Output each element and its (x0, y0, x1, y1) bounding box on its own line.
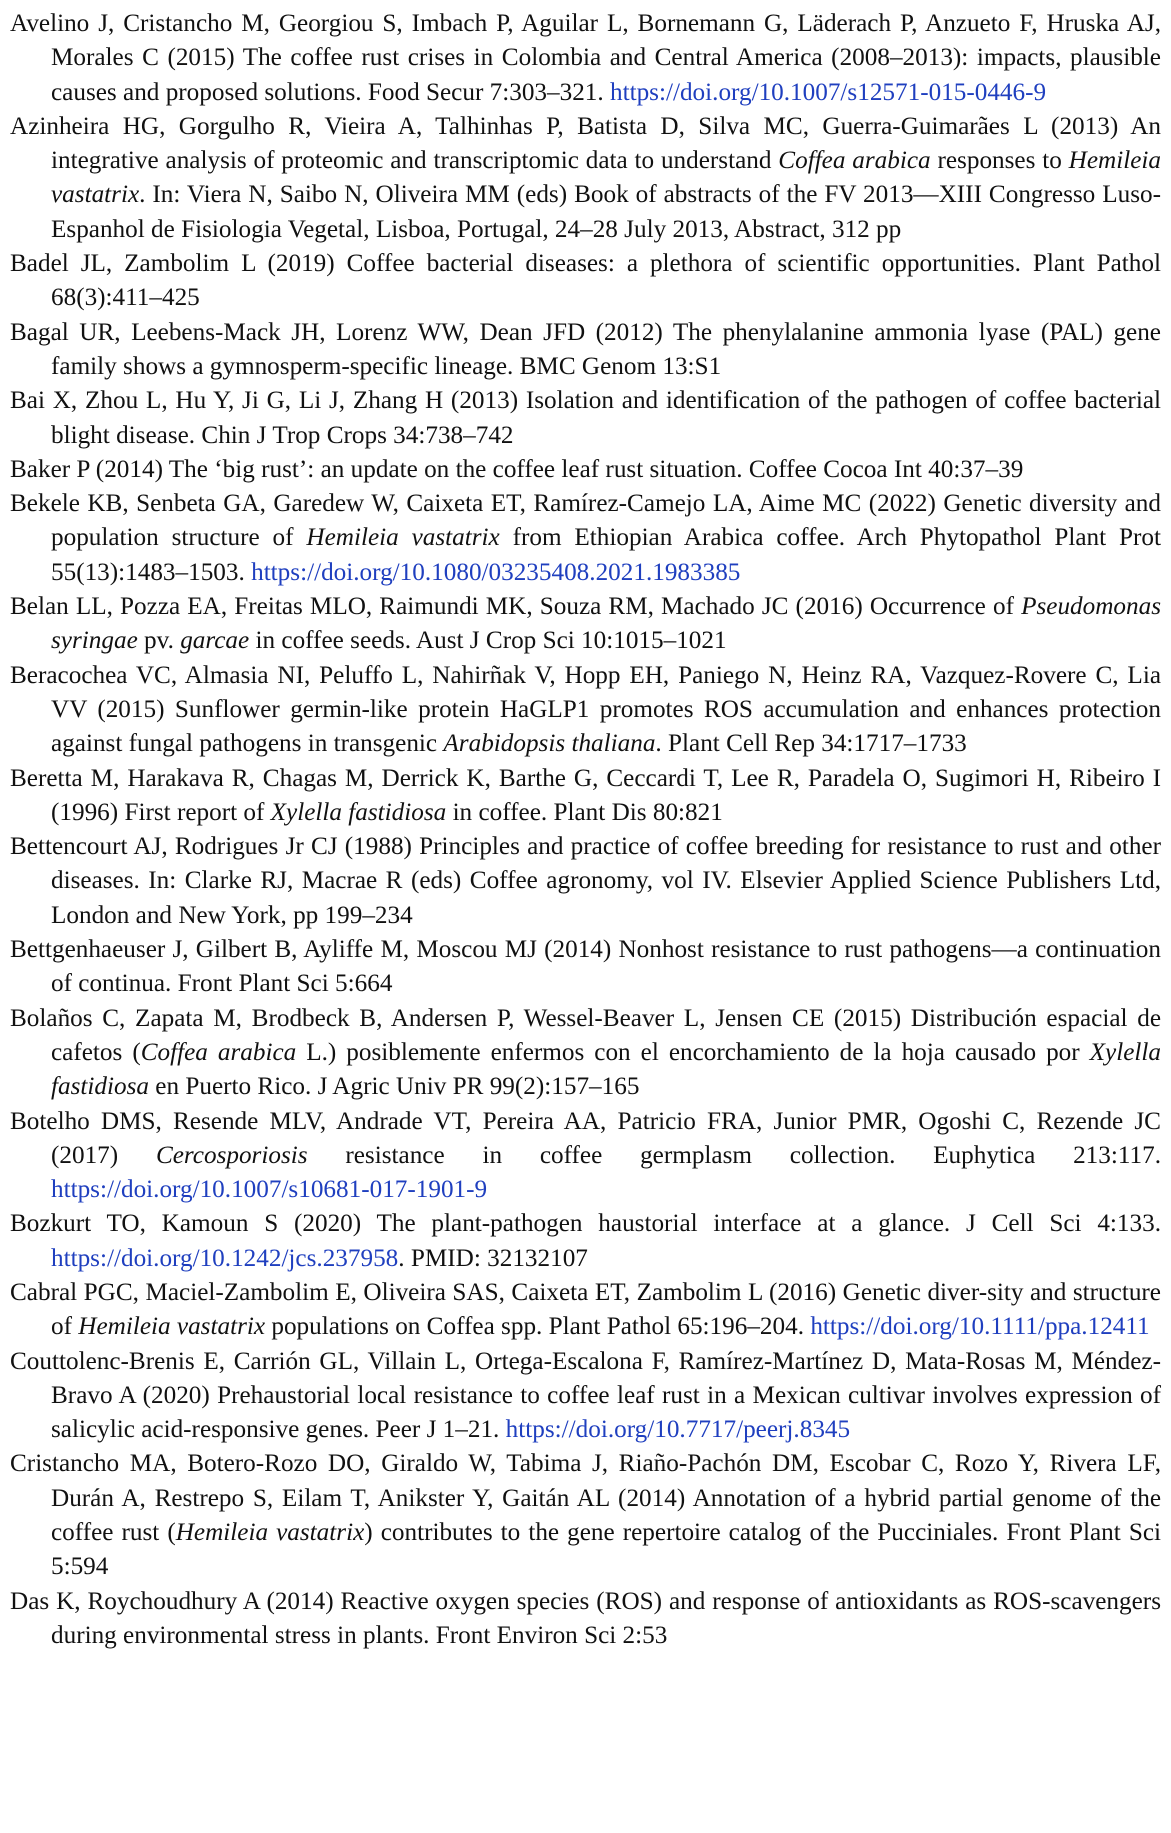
italic-species-name: Xylella fastidiosa (51, 1038, 1161, 1101)
reference-entry (10, 487, 1161, 590)
italic-species-name: Arabidopsis thaliana (443, 730, 656, 758)
reference-entry (10, 7, 1161, 110)
reference-text: Das K, Roychoudhury A (2014) Reactive oxygen species (ROS) and response of antioxidants as ROS-scavengers during environmental stress in plants. Front Environ Sci 2:53 (10, 1587, 1161, 1649)
reference-text: ) contributes to the gene repertoire catalog of the Pucciniales. Front Plant Sci 5:594 (51, 1519, 1161, 1581)
reference-text: Bekele KB, Senbeta GA, Garedew W, Caixeta ET, Ramírez-Camejo LA, Aime MC (2022) Genetic diversity and population structure of (10, 490, 1161, 552)
reference-text: L.) posiblemente enfermos con el encorchamiento de la hoja causado por (296, 1038, 1090, 1066)
reference-text: resistance in coffee germplasm collection. Euphytica 213:117. (307, 1141, 1162, 1169)
italic-species-name: Coffea arabica (140, 1038, 297, 1066)
reference-entry (10, 110, 1161, 247)
reference-entry (10, 316, 1161, 385)
reference-entry (10, 247, 1161, 316)
reference-entry (10, 590, 1161, 659)
doi-link[interactable]: https://doi.org/10.1007/s12571-015-0446-9 (609, 78, 1047, 106)
reference-text: Avelino J, Cristancho M, Georgiou S, Imbach P, Aguilar L, Bornemann G, Läderach P, Anzueto F, Hruska AJ, Morales C (2015) The coffee rust crises in Colombia and Central America (2008–2013): impacts, plausible causes and proposed solutions. Food Secur 7:303–321. (10, 10, 1161, 106)
reference-entry (10, 1002, 1161, 1105)
reference-entry (10, 1585, 1161, 1654)
italic-species-name: Xylella fastidiosa (270, 798, 447, 826)
reference-text: en Puerto Rico. J Agric Univ PR 99(2):157–165 (148, 1073, 640, 1101)
doi-link[interactable]: https://doi.org/10.7717/peerj.8345 (505, 1416, 851, 1444)
reference-entry (10, 453, 1161, 487)
reference-text: Bettencourt AJ, Rodrigues Jr CJ (1988) Principles and practice of coffee breeding for resistance to rust and other diseases. In: Clarke RJ, Macrae R (eds) Coffee agronomy, vol IV. Elsevier Applied Science Publishers Ltd, London and New York, pp 199–234 (10, 833, 1161, 929)
doi-link[interactable]: https://doi.org/10.1242/jcs.237958 (51, 1244, 399, 1272)
reference-text: Bai X, Zhou L, Hu Y, Ji G, Li J, Zhang H (2013) Isolation and identification of the pathogen of coffee bacterial blight disease. Chin J Trop Crops 34:738–742 (10, 387, 1161, 449)
doi-link[interactable]: https://doi.org/10.1080/03235408.2021.1983385 (251, 558, 741, 586)
reference-text: Baker P (2014) The ‘big rust’: an update on the coffee leaf rust situation. Coffee Cocoa Int 40:37–39 (10, 455, 1024, 483)
reference-entry (10, 1276, 1161, 1345)
reference-entry (10, 933, 1161, 1002)
reference-entry (10, 1345, 1161, 1448)
italic-species-name: garcae (180, 627, 250, 655)
italic-species-name: Hemileia vastatrix (306, 524, 500, 552)
reference-text: Beretta M, Harakava R, Chagas M, Derrick K, Barthe G, Ceccardi T, Lee R, Paradela O, Sugimori H, Ribeiro I (1996) First report of (10, 764, 1161, 826)
italic-species-name: Hemileia vastatrix (175, 1519, 365, 1547)
italic-species-name: Cercosporiosis (155, 1141, 308, 1169)
reference-text: Belan LL, Pozza EA, Freitas MLO, Raimundi MK, Souza RM, Machado JC (2016) Occurrence of (10, 593, 1022, 621)
doi-link[interactable]: https://doi.org/10.1111/ppa.12411 (810, 1313, 1150, 1341)
reference-text: Botelho DMS, Resende MLV, Andrade VT, Pereira AA, Patricio FRA, Junior PMR, Ogoshi C, Rezende JC (2017) (10, 1107, 1161, 1169)
doi-link[interactable]: https://doi.org/10.1007/s10681-017-1901-9 (51, 1176, 488, 1204)
reference-text: Bozkurt TO, Kamoun S (2020) The plant-pathogen haustorial interface at a glance. J Cell Sci 4:133. (10, 1210, 1161, 1238)
reference-text: in coffee seeds. Aust J Crop Sci 10:1015–1021 (249, 627, 727, 655)
reference-text: . PMID: 32132107 (398, 1244, 588, 1272)
italic-species-name: Pseudomonas syringae (51, 593, 1161, 655)
reference-text: . In: Viera N, Saibo N, Oliveira MM (eds) Book of abstracts of the FV 2013—XIII Congresso Luso-Espanhol de Fisiologia Vegetal, Lisboa, Portugal, 24–28 July 2013, Abstract, 312 pp (51, 181, 1161, 243)
reference-text: from Ethiopian Arabica coffee. Arch Phytopathol Plant Prot 55(13):1483–1503. (51, 524, 1161, 586)
reference-text: . Plant Cell Rep 34:1717–1733 (655, 730, 967, 758)
reference-entry (10, 659, 1161, 762)
reference-text: Cabral PGC, Maciel-Zambolim E, Oliveira SAS, Caixeta ET, Zambolim L (2016) Genetic diver-sity and structure of (10, 1278, 1161, 1341)
reference-text: Cristancho MA, Botero-Rozo DO, Giraldo W, Tabima J, Riaño-Pachón DM, Escobar C, Rozo Y, Rivera LF, Durán A, Restrepo S, Eilam T, Anikster Y, Gaitán AL (2014) Annotation of a hybrid partial genome of the coffee rust ( (10, 1450, 1161, 1547)
reference-text: Bagal UR, Leebens-Mack JH, Lorenz WW, Dean JFD (2012) The phenylalanine ammonia lyase (PAL) gene family shows a gymnosperm-specific lineage. BMC Genom 13:S1 (10, 318, 1161, 380)
italic-species-name: Hemileia vastatrix (51, 147, 1161, 209)
reference-text: responses to (930, 147, 1069, 175)
italic-species-name: Hemileia vastatrix (78, 1313, 266, 1341)
italic-species-name: Coffea arabica (778, 147, 931, 175)
reference-entry (10, 1207, 1161, 1276)
reference-entry (10, 384, 1161, 453)
reference-text: Badel JL, Zambolim L (2019) Coffee bacterial diseases: a plethora of scientific opportunities. Plant Pathol 68(3):411–425 (10, 250, 1161, 312)
reference-text: Couttolenc-Brenis E, Carrión GL, Villain L, Ortega-Escalona F, Ramírez-Martínez D, Mata-Rosas M, Méndez-Bravo A (2020) Prehaustorial local resistance to coffee leaf rust in a Mexican cultivar involves expression of salicylic acid-responsive genes. Peer J 1–21. (10, 1347, 1161, 1444)
reference-entry (10, 1447, 1161, 1584)
reference-entry (10, 830, 1161, 933)
reference-text: in coffee. Plant Dis 80:821 (446, 798, 723, 826)
reference-text: populations on Coffea spp. Plant Pathol 65:196–204. (265, 1313, 811, 1341)
reference-text: Azinheira HG, Gorgulho R, Vieira A, Talhinhas P, Batista D, Silva MC, Guerra-Guimarães L (2013) An integrative analysis of proteomic and transcriptomic data to understand (10, 112, 1161, 175)
reference-text: pv. (137, 627, 181, 655)
reference-text: Beracochea VC, Almasia NI, Peluffo L, Nahirñak V, Hopp EH, Paniego N, Heinz RA, Vazquez-Rovere C, Lia VV (2015) Sunflower germin-like protein HaGLP1 promotes ROS accumulation and enhances protection against fungal pathogens in transgenic (10, 661, 1161, 758)
reference-entry (10, 762, 1161, 831)
reference-text: Bolaños C, Zapata M, Brodbeck B, Andersen P, Wessel-Beaver L, Jensen CE (2015) Distribución espacial de cafetos ( (10, 1004, 1161, 1066)
reference-entry (10, 1105, 1161, 1208)
reference-text: Bettgenhaeuser J, Gilbert B, Ayliffe M, Moscou MJ (2014) Nonhost resistance to rust pathogens—a continuation of continua. Front Plant Sci 5:664 (10, 936, 1161, 998)
